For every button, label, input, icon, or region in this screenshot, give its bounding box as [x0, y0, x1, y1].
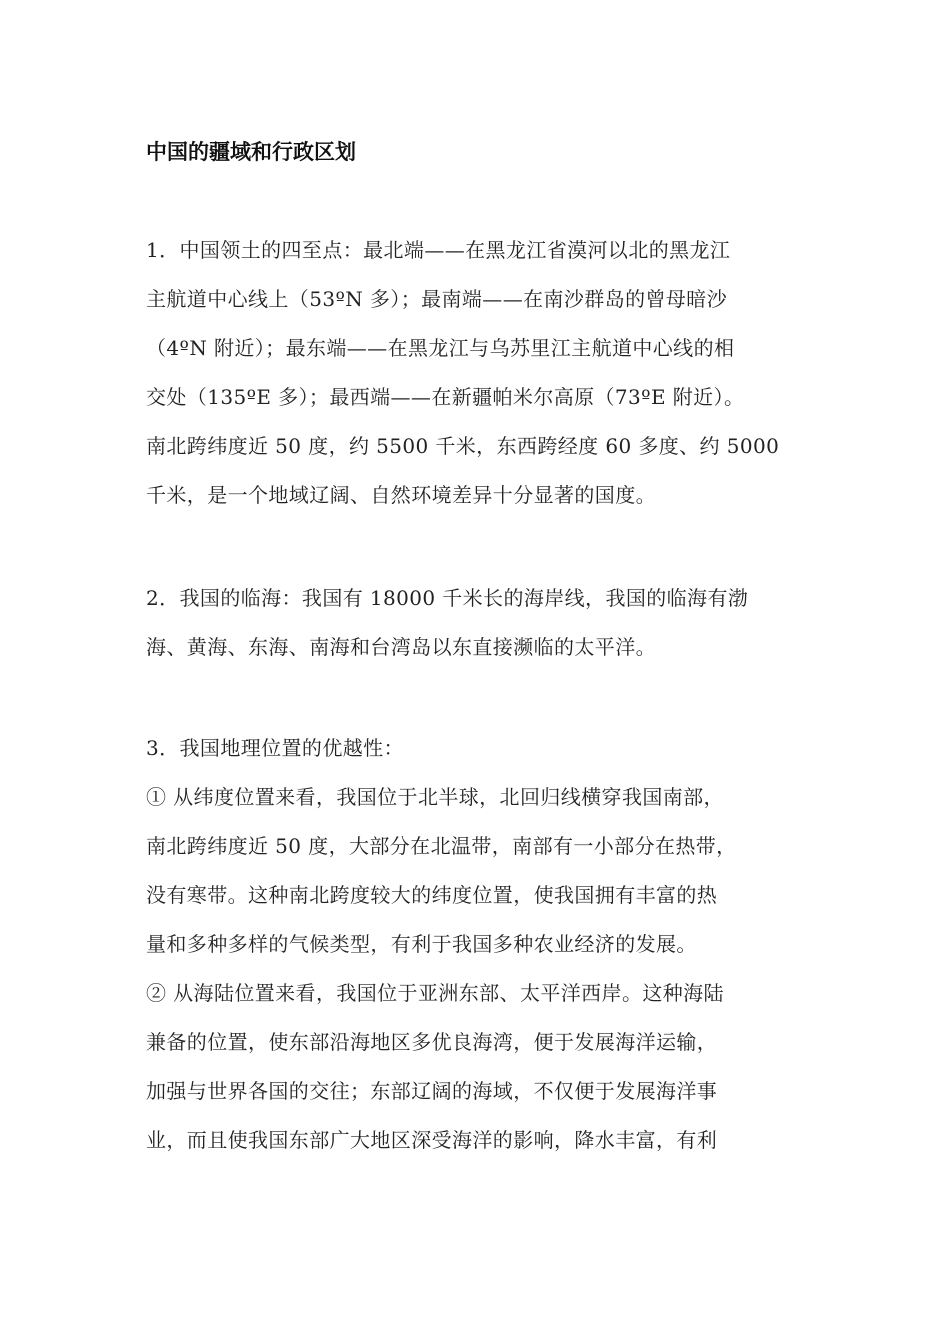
- paragraph-line: 量和多种多样的气候类型，有利于我国多种农业经济的发展。: [146, 932, 697, 956]
- section-territory-extremes: [146, 236, 826, 530]
- paragraph-line: 主航道中心线上（53ºN 多）；最南端——在南沙群岛的曾母暗沙: [146, 287, 728, 311]
- paragraph-line: 业，而且使我国东部广大地区深受海洋的影响，降水丰富，有利: [146, 1128, 718, 1152]
- paragraph-line: ① 从纬度位置来看，我国位于北半球，北回归线横穿我国南部，: [146, 785, 724, 809]
- paragraph-line: 南北跨纬度近 50 度，约 5500 千米，东西跨经度 60 多度、约 5000: [146, 434, 780, 458]
- paragraph-line: 1．中国领土的四至点：最北端——在黑龙江省漠河以北的黑龙江: [146, 238, 731, 262]
- paragraph-line: 千米，是一个地域辽阔、自然环境差异十分显著的国度。: [146, 483, 656, 507]
- paragraph-line: 3．我国地理位置的优越性：: [146, 736, 404, 760]
- paragraph-line: 加强与世界各国的交往；东部辽阔的海域，不仅便于发展海洋事: [146, 1079, 718, 1103]
- paragraph-line: 兼备的位置，使东部沿海地区多优良海湾，便于发展海洋运输，: [146, 1030, 718, 1054]
- section-location-advantages: [146, 734, 826, 1175]
- paragraph-line: 没有寒带。这种南北跨度较大的纬度位置，使我国拥有丰富的热: [146, 883, 718, 907]
- paragraph-line: 南北跨纬度近 50 度，大部分在北温带，南部有一小部分在热带，: [146, 834, 737, 858]
- document-title: 中国的疆域和行政区划: [146, 140, 356, 164]
- paragraph-line: ② 从海陆位置来看，我国位于亚洲东部、太平洋西岸。这种海陆: [146, 981, 724, 1005]
- paragraph-line: 交处（135ºE 多）；最西端——在新疆帕米尔高原（73ºE 附近）。: [146, 385, 745, 409]
- paragraph-line: 2．我国的临海：我国有 18000 千米长的海岸线，我国的临海有渤: [146, 586, 749, 610]
- section-adjacent-seas: [146, 584, 826, 682]
- paragraph-line: 海、黄海、东海、南海和台湾岛以东直接濒临的太平洋。: [146, 635, 656, 659]
- paragraph-line: （4ºN 附近）；最东端——在黑龙江与乌苏里江主航道中心线的相: [146, 336, 735, 360]
